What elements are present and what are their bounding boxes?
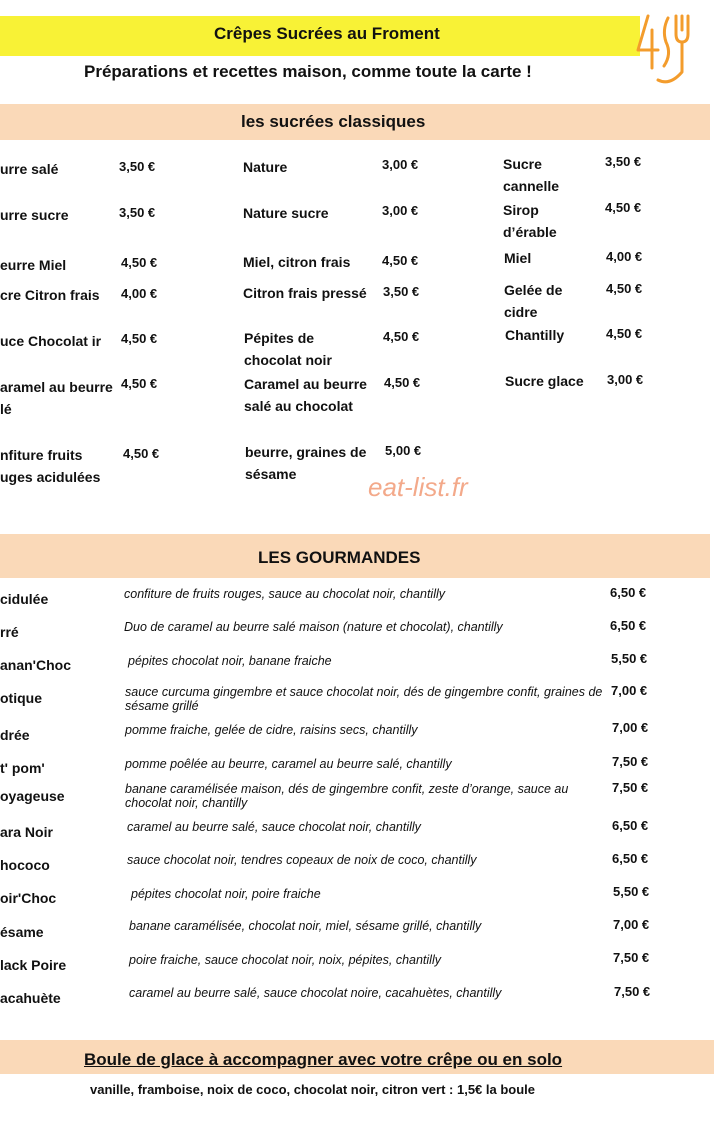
classic-item-name: cre Citron frais [0, 287, 100, 303]
gourmande-desc: poire fraiche, sauce chocolat noir, noix, pépites, chantilly [129, 953, 441, 967]
gourmande-price: 6,50 € [610, 585, 647, 600]
classic-item-name: urre sucre [0, 207, 69, 223]
gourmande-name: oir'Choc [0, 890, 57, 906]
gourmande-desc: confiture de fruits rouges, sauce au chocolat noir, chantilly [124, 587, 446, 601]
gourmande-desc: caramel au beurre salé, sauce chocolat noir, chantilly [127, 820, 421, 834]
classic-item-price: 4,50 € [606, 326, 643, 341]
gourmande-price: 5,50 € [613, 884, 650, 899]
classic-item-name: Nature sucre [243, 205, 329, 221]
classic-item-price: 3,50 € [383, 284, 420, 299]
gourmande-name: ara Noir [0, 824, 53, 840]
classic-item-price: 4,50 € [123, 446, 160, 461]
classic-item-price: 4,50 € [121, 376, 158, 391]
page-title: Crêpes Sucrées au Froment [214, 24, 440, 43]
classic-item-price: 3,00 € [382, 157, 419, 172]
gourmande-name: hococo [0, 857, 50, 873]
classic-item-price: 5,00 € [385, 443, 422, 458]
classic-item-price: 4,50 € [382, 253, 419, 268]
classic-item-name: Citron frais pressé [243, 285, 367, 301]
classic-item-price: 4,50 € [121, 331, 158, 346]
classic-item-name: Pépites de chocolat noir [244, 330, 332, 368]
gourmande-desc: banane caramélisée, chocolat noir, miel, sésame grillé, chantilly [129, 919, 482, 933]
gourmande-name: ésame [0, 924, 44, 940]
classic-item-name: Gelée de cidre [504, 282, 563, 320]
gourmande-price: 7,50 € [613, 950, 650, 965]
gourmande-desc: banane caramélisée maison, dés de gingembre confit, zeste d’orange, sauce au chocolat noir, chantilly [125, 782, 569, 810]
classic-item-name: beurre, graines de sésame [245, 444, 367, 482]
gourmande-price: 7,50 € [612, 754, 649, 769]
classic-item-price: 3,50 € [119, 205, 156, 220]
classic-item-price: 4,50 € [605, 200, 642, 215]
classic-item-price: 4,50 € [121, 255, 158, 270]
gourmande-price: 5,50 € [611, 651, 648, 666]
gourmande-desc: pépites chocolat noir, banane fraiche [128, 654, 332, 668]
classic-item-price: 3,50 € [605, 154, 642, 169]
gourmande-name: rré [0, 624, 19, 640]
gourmande-desc: pépites chocolat noir, poire fraiche [131, 887, 321, 901]
classic-item-name: eurre Miel [0, 257, 67, 273]
classic-item-price: 3,50 € [119, 159, 156, 174]
gourmande-desc: Duo de caramel au beurre salé maison (nature et chocolat), chantilly [124, 620, 503, 634]
gourmande-desc: pomme fraiche, gelée de cidre, raisins secs, chantilly [125, 723, 418, 737]
classic-item-name: Sucre glace [505, 373, 584, 389]
classic-item-name: Chantilly [505, 327, 565, 343]
glace-flavors: vanille, framboise, noix de coco, chocolat noir, citron vert : 1,5€ la boule [90, 1082, 536, 1097]
classic-item-name: uce Chocolat ir [0, 333, 102, 349]
gourmande-price: 6,50 € [612, 818, 649, 833]
gourmande-name: anan'Choc [0, 657, 72, 673]
gourmande-desc: sauce chocolat noir, tendres copeaux de noix de coco, chantilly [127, 853, 477, 867]
classic-item-name: nfiture fruits uges acidulées [0, 447, 101, 485]
section-heading-classiques: les sucrées classiques [241, 112, 426, 131]
gourmande-price: 7,50 € [612, 780, 649, 795]
gourmande-desc: caramel au beurre salé, sauce chocolat noire, cacahuètes, chantilly [129, 986, 502, 1000]
gourmande-name: lack Poire [0, 957, 67, 973]
gourmande-name: drée [0, 727, 30, 743]
classic-item-price: 3,00 € [382, 203, 419, 218]
classic-item-name: Miel, citron frais [243, 254, 351, 270]
section-heading-gourmandes: LES GOURMANDES [258, 548, 421, 567]
gourmande-name: acahuète [0, 990, 61, 1006]
classic-item-price: 4,00 € [121, 286, 158, 301]
gourmande-price: 7,00 € [612, 720, 649, 735]
classic-item-name: Sirop d’érable [503, 202, 557, 240]
classic-item-price: 4,50 € [383, 329, 420, 344]
classic-item-name: Caramel au beurre salé au chocolat [244, 376, 367, 414]
gourmande-name: t' pom' [0, 760, 45, 776]
classic-item-price: 4,50 € [384, 375, 421, 390]
gourmande-name: oyageuse [0, 788, 65, 804]
gourmande-price: 7,00 € [611, 683, 648, 698]
gourmande-name: cidulée [0, 591, 49, 607]
gourmande-price: 7,50 € [614, 984, 651, 999]
restaurant-logo-icon [634, 10, 694, 90]
gourmande-name: otique [0, 690, 42, 706]
classic-item-name: Miel [504, 250, 532, 266]
page-subtitle: Préparations et recettes maison, comme toute la carte ! [84, 62, 532, 81]
glace-heading: Boule de glace à accompagner avec votre crêpe ou en solo [84, 1050, 563, 1069]
classic-item-price: 3,00 € [607, 372, 644, 387]
gourmande-desc: pomme poêlée au beurre, caramel au beurre salé, chantilly [125, 757, 452, 771]
gourmande-price: 6,50 € [610, 618, 647, 633]
classic-item-name: aramel au beurre lé [0, 379, 113, 417]
classic-item-name: urre salé [0, 161, 59, 177]
gourmande-price: 6,50 € [612, 851, 649, 866]
gourmande-desc: sauce curcuma gingembre et sauce chocolat noir, dés de gingembre confit, graines de sésame grillé [125, 685, 603, 713]
classic-item-price: 4,00 € [606, 249, 643, 264]
classic-item-price: 4,50 € [606, 281, 643, 296]
classic-item-name: Nature [243, 159, 288, 175]
watermark-text: eat-list.fr [368, 472, 468, 502]
classic-item-name: Sucre cannelle [503, 156, 560, 194]
gourmande-price: 7,00 € [613, 917, 650, 932]
